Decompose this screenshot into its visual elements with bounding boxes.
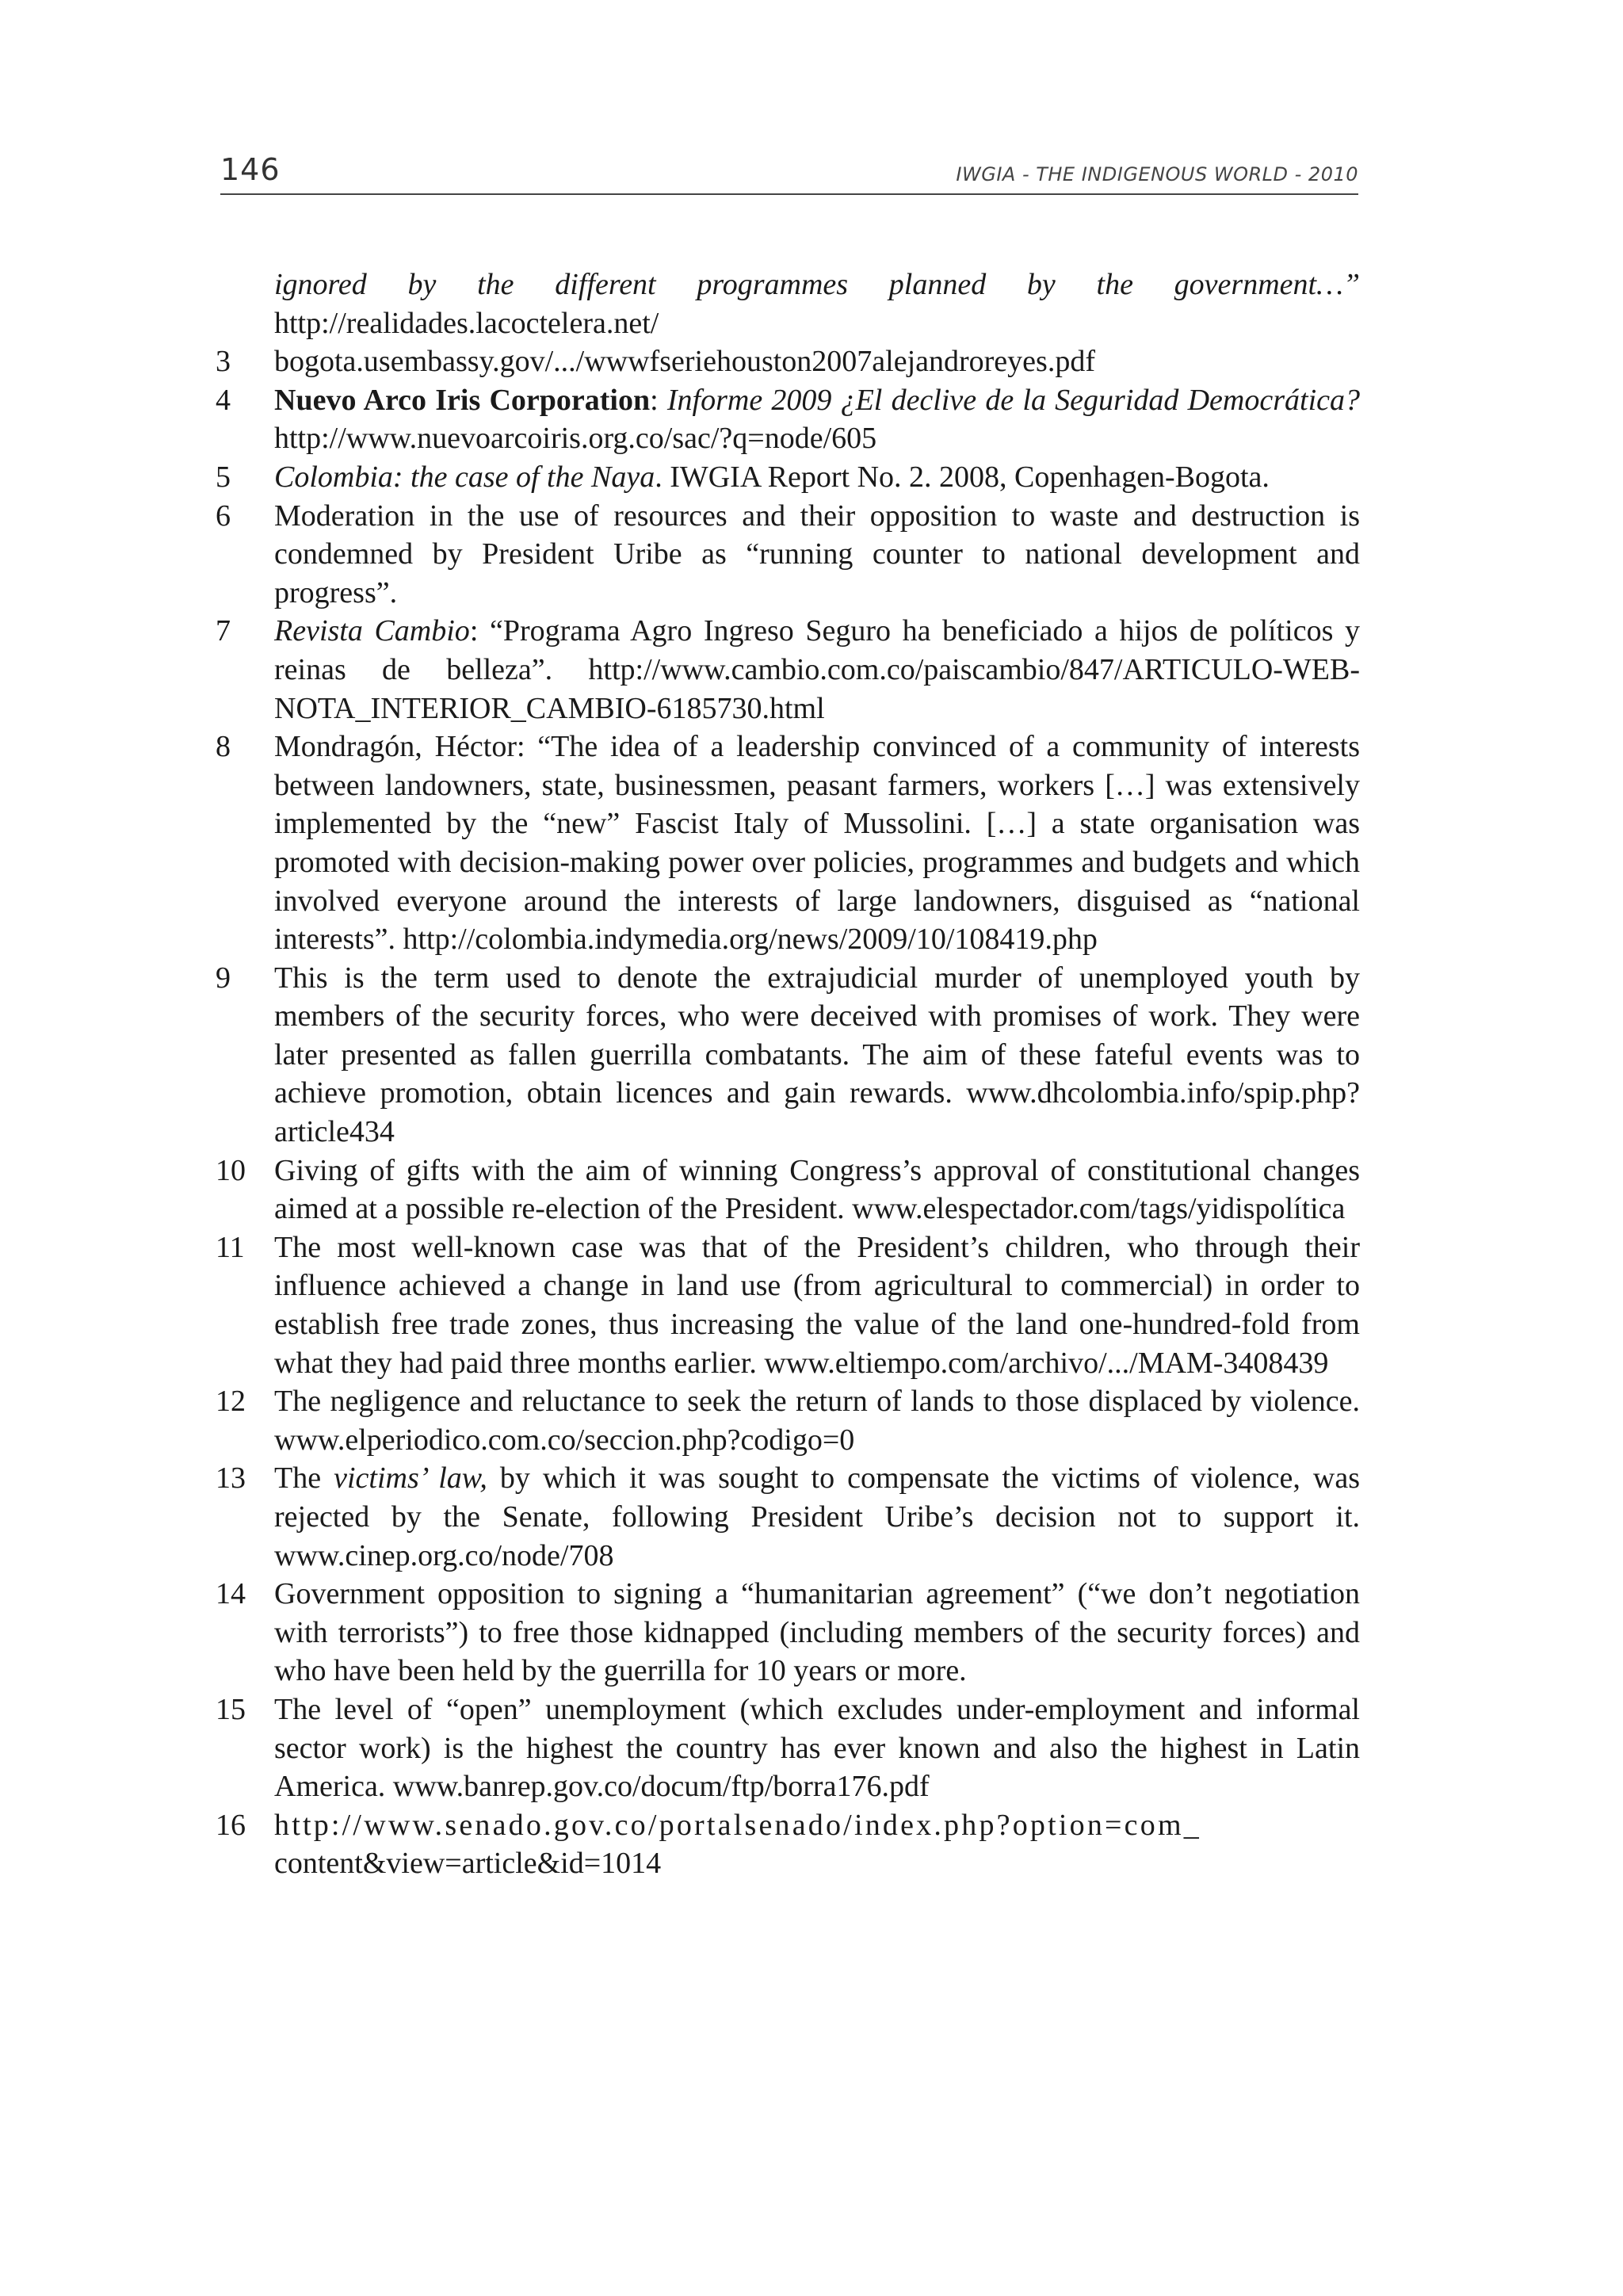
endnote-text: Mondragón, Héctor: “The idea of a leadership convinced of a community of interests between landowners, state, businessmen, peasant farmers, workers […] was extensively implemented by the “new” Fascist Italy of Mussolini. […] a state organisation was promoted with decision-making power over policies, programmes and budgets and which involved everyone around the interests of large landowners, disguised as “national interests”. http://colombia.indymedia.org/news/2009/10/108419.php (274, 730, 1360, 957)
endnote-text: Revista Cambio: “Programa Agro Ingreso Seguro ha beneficiado a hijos de políticos y reinas de belleza”. http://www.cambio.com.co/paiscambio/847/ARTICULO-WEB-NOTA_INTERIOR_CAMBIO-6185730.html (274, 614, 1360, 725)
endnote-14 (216, 1575, 1360, 1690)
endnote-number: 13 (216, 1461, 246, 1496)
endnote-7 (216, 612, 1360, 728)
endnote-number: 14 (216, 1577, 246, 1611)
endnote-12 (216, 1382, 1360, 1459)
endnote-number: 16 (216, 1808, 246, 1842)
endnote-number: 8 (216, 730, 231, 764)
endnote-number: 6 (216, 499, 231, 533)
endnote-13 (216, 1459, 1360, 1575)
endnote-5 (216, 458, 1360, 497)
page-number: 146 (220, 152, 281, 187)
endnote-number: 11 (216, 1230, 245, 1264)
endnote-text: The victims’ law, by which it was sought to compensate the victims of violence, was rejected by the Senate, following President Uribe’s decision not to support it. www.cinep.org.co/node/708 (274, 1461, 1361, 1572)
endnote-6 (216, 497, 1360, 613)
endnote-text: Moderation in the use of resources and their opposition to waste and destruction is condemned by President Uribe as “running counter to national development and progress”. (274, 499, 1360, 609)
endnote-number: 9 (216, 961, 231, 995)
endnote-9 (216, 959, 1360, 1152)
endnote-4 (216, 381, 1360, 458)
endnote-number: 10 (216, 1153, 246, 1187)
endnote-text: This is the term used to denote the extrajudicial murder of unemployed youth by members of the security forces, who were deceived with promises of work. They were later presented as fallen guerrilla combatants. The aim of these fateful events was to achieve promotion, obtain licences and gain rewards. www.dhcolombia.info/spip.php?article434 (274, 961, 1360, 1149)
running-header (220, 151, 1358, 195)
endnote-text: The negligence and reluctance to seek the return of lands to those displaced by violence. www.elperiodico.com.co/seccion.php?codigo=0 (274, 1385, 1360, 1457)
endnote-11 (216, 1228, 1360, 1382)
endnote-10 (216, 1152, 1360, 1228)
endnote-number: 15 (216, 1692, 246, 1726)
endnote-8 (216, 728, 1360, 959)
endnote-text: bogota.usembassy.gov/.../wwwfseriehouston2007alejandroreyes.pdf (274, 345, 1095, 379)
endnote-url-line: content&view=article&id=1014 (274, 1847, 662, 1881)
endnote-text: The level of “open” unemployment (which excludes under-employment and informal sector work) is the highest the country has ever known and also the highest in Latin America. www.banrep.gov.co/docum/ftp/borra176.pdf (274, 1692, 1360, 1804)
running-title: IWGIA - THE INDIGENOUS WORLD - 2010 (956, 163, 1358, 185)
endnote-number: 12 (216, 1385, 246, 1419)
endnote-number: 5 (216, 460, 231, 494)
endnote-3 (216, 342, 1360, 381)
endnote-text: The most well-known case was that of the President’s children, who through their influence achieved a change in land use (from agricultural to commercial) in order to establish free trade zones, thus increasing the value of the land one-hundred-fold from what they had paid three months earlier. www.eltiempo.com/archivo/.../MAM-3408439 (274, 1230, 1360, 1380)
endnote-number: 4 (216, 383, 231, 417)
endnote-number: 7 (216, 614, 231, 648)
endnote-text: Nuevo Arco Iris Corporation: Informe 2009 ¿El declive de la Seguridad Democrática? http://www.nuevoarcoiris.org.co/sac/?q=node/605 (274, 383, 1360, 456)
endnote-2-continued (216, 266, 1360, 342)
endnote-number: 3 (216, 345, 231, 379)
endnotes-list (216, 266, 1360, 1883)
endnote-text (274, 1806, 1360, 1883)
endnote-url-line: http://www.senado.gov.co/portalsenado/index.php?option=com_ (274, 1808, 1201, 1842)
endnote-text: Government opposition to signing a “humanitarian agreement” (“we don’t negotiation with terrorists”) to free those kidnapped (including members of the security forces) and who have been held by the guerrilla for 10 years or more. (274, 1577, 1360, 1688)
endnote-text: Colombia: the case of the Naya. IWGIA Report No. 2. 2008, Copenhagen-Bogota. (274, 460, 1270, 494)
endnote-text: ignored by the different programmes planned by the government…” http://realidades.lacoctelera.net/ (274, 268, 1360, 340)
endnote-text: Giving of gifts with the aim of winning Congress’s approval of constitutional changes aimed at a possible re-election of the President. www.elespectador.com/tags/yidispolítica (274, 1153, 1360, 1226)
endnote-15 (216, 1690, 1360, 1806)
endnote-16 (216, 1806, 1360, 1883)
